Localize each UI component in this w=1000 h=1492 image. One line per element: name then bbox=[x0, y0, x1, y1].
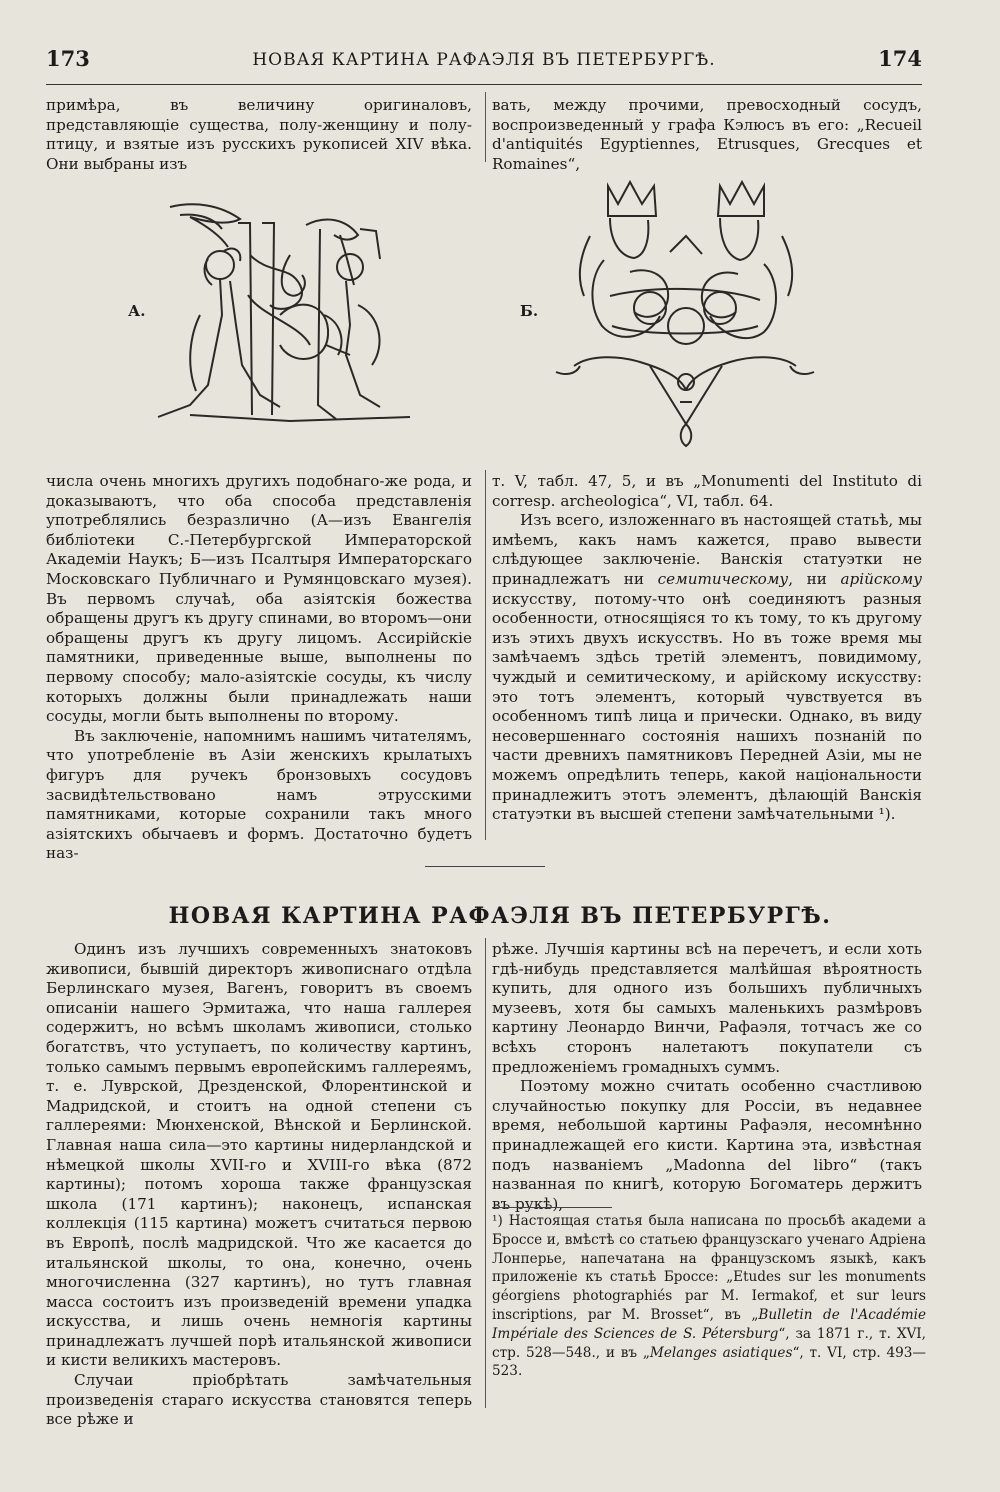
italic-aryan: арійскому bbox=[840, 569, 923, 588]
footnote-italic-bulletin: Bulletin de l'Académie Impériale des Sciences de S. Pétersburg bbox=[492, 1306, 926, 1342]
bottom-right-column bbox=[492, 940, 922, 1214]
section-separator bbox=[425, 866, 545, 867]
illuminated-initial-a bbox=[150, 195, 450, 435]
middle-right-paragraph-2 bbox=[492, 511, 922, 825]
footnote-rule bbox=[492, 1207, 612, 1208]
footnote-italic-melanges: Melanges asiatiques bbox=[649, 1344, 793, 1361]
footnote bbox=[492, 1212, 926, 1381]
figure-label-a: А. bbox=[128, 302, 146, 320]
page-number-left: 173 bbox=[46, 46, 90, 71]
top-left-column bbox=[46, 96, 472, 174]
footnote-reference[interactable]: ¹). bbox=[878, 805, 896, 824]
column-divider-bottom bbox=[485, 938, 486, 1408]
text-run: , ни bbox=[788, 569, 841, 588]
bottom-left-column bbox=[46, 940, 472, 1430]
top-left-paragraph: примѣра, въ величину оригиналовъ, представляющіе существа, полу-женщину и полу-птицу, и взятые изъ русскихъ рукописей XIV вѣка. Они выбраны изъ bbox=[46, 96, 472, 173]
column-divider-top bbox=[485, 92, 486, 162]
running-title: НОВАЯ КАРТИНА РАФАЭЛЯ ВЪ ПЕТЕРБУРГѢ. bbox=[252, 50, 716, 70]
middle-left-paragraph-1: числа очень многихъ другихъ подобнаго-же рода, и доказываютъ, что оба способа представленія употреблялись безразлично (А—изъ Евангелія библіотеки С.-Петербургской Императорской Академіи Наукъ; Б—изъ Псалтыря Императорскаго Московскаго Публичнаго и Румянцовскаго музея). Въ первомъ случаѣ, оба азіятскія божества обращены другъ къ другу спинами, во второмъ—они обращены другъ къ другу лицомъ. Ассирійскіе памятники, приведенные выше, выполнены по первому способу; мало-азіятскіе сосуды, къ числу которыхъ должны были принадлежать наши сосуды, могли быть выполнены по второму. bbox=[46, 472, 472, 726]
footnote-text: ¹) Настоящая статья была написана по просьбѣ академи а Броссе и, вмѣстѣ со статьею французскаго ученаго Адріена Лонперье, напечатана на французскомъ языкѣ, какъ приложеніе къ статьѣ Броссе: „Etudes sur les monuments géorgiens photographiés par M. Iermakof, et sur leurs inscriptions, par M. Brosset“, въ „ bbox=[492, 1213, 926, 1323]
article-title: НОВАЯ КАРТИНА РАФАЭЛЯ ВЪ ПЕТЕРБУРГѢ. bbox=[168, 903, 832, 929]
figure-label-b: Б. bbox=[520, 302, 539, 320]
page-number-right: 174 bbox=[878, 46, 922, 71]
middle-left-column bbox=[46, 472, 472, 864]
italic-semitic: семитическому bbox=[657, 569, 789, 588]
footnote-text: “, за 1871 г., т. XVI, стр. 528—548., и въ „ bbox=[492, 1325, 926, 1361]
bottom-left-paragraph-2: Случаи пріобрѣтать замѣчательныя произведенія стараго искусства становятся теперь все рѣже и bbox=[46, 1371, 472, 1429]
text-run: Изъ всего, изложеннаго въ настоящей статьѣ, мы имѣемъ, какъ намъ кажется, право вывести слѣдующее заключеніе. Ванскія статуэтки не принадлежатъ ни bbox=[492, 511, 922, 588]
top-right-paragraph: вать, между прочими, превосходный сосудъ, воспроизведенный у графа Кэлюсъ въ его: „Recueil d'antiquités Egyptiennes, Etrusques, Grecques et Romaines“, bbox=[492, 96, 922, 173]
middle-right-paragraph-1: т. V, табл. 47, 5, и въ „Monumenti del Instituto di corresp. archeologica“, VI, табл. 64. bbox=[492, 472, 922, 510]
running-header bbox=[46, 44, 922, 76]
footnote-text: “, т. VI, стр. 493—523. bbox=[492, 1344, 926, 1380]
middle-right-column bbox=[492, 472, 922, 825]
column-divider-middle bbox=[485, 470, 486, 840]
top-right-column bbox=[492, 96, 922, 174]
bottom-right-paragraph-1: рѣже. Лучшія картины всѣ на перечетъ, и если хоть гдѣ-нибудь представляется малѣйшая вѣроятность купить, для одного изъ большихъ публичныхъ музеевъ, хотя бы самыхъ маленькихъ размѣровъ картину Леонардо Винчи, Рафаэля, тотчасъ же со всѣхъ сторонъ налетаютъ покупатели съ предложеніемъ громадныхъ суммъ. bbox=[492, 940, 922, 1076]
bottom-left-paragraph-1: Одинъ изъ лучшихъ современныхъ знатоковъ живописи, бывшій директоръ живописнаго отдѣла Берлинскаго музея, Вагенъ, говоритъ въ своемъ описаніи нашего Эрмитажа, что наша галлерея содержитъ, но всѣмъ школамъ живописи, столько богатствъ, что уступаетъ, по количеству картинъ, только самымъ первымъ европейскимъ галлереямъ, т. е. Луврской, Дрезденской, Флорентинской и Мадридской, и стоитъ на одной степени съ галлереями: Мюнхенской, Вѣнской и Берлинской. Главная наша сила—это картины нидерландской и нѣмецкой школы XVII-го и XVIII-го вѣка (872 картины); потомъ хороша также французская школа (171 картинъ); наконецъ, испанская коллекція (115 картина) можетъ считаться первою въ Европѣ, послѣ мадридской. Что же касается до итальянской школы, то она, конечно, очень многочисленна (327 картинъ), но тутъ главная масса состоитъ изъ произведеній времени упадка искусства, и лишь очень немногія картины принадлежатъ лучшей порѣ итальянской живописи и кисти великихъ мастеровъ. bbox=[46, 940, 472, 1370]
bottom-right-paragraph-2: Поэтому можно считать особенно счастливою случайностью покупку для Россіи, въ недавнее время, небольшой картины Рафаэля, несомнѣнно принадлежащей его кисти. Картина эта, извѣстная подъ названіемъ „Madonna del libro“ (такъ названная по книгѣ, которую Богоматерь держитъ въ рукѣ), bbox=[492, 1077, 922, 1213]
text-run: искусству, потому-что онѣ соединяютъ разныя особенности, относящіяся то къ тому, то къ другому изъ этихъ двухъ искусствъ. Но въ тоже время мы замѣчаемъ здѣсь третій элементъ, повидимому, чуждый и семитическому, и арійскому искусству: это тотъ элементъ, который чувствуется въ особенномъ типѣ лица и прически. Однако, въ виду несовершеннаго состоянія нашихъ познаній по части древнихъ памятниковъ Передней Азіи, мы не можемъ опредѣлить теперь, какой національности принадлежитъ этотъ элементъ, дѣлающій Ванскія статуэтки въ высшей степени замѣчательными bbox=[492, 589, 922, 824]
header-rule bbox=[46, 84, 922, 85]
illuminated-initial-b bbox=[550, 176, 820, 450]
middle-left-paragraph-2: Въ заключеніе, напомнимъ нашимъ читателямъ, что употребленіе въ Азіи женскихъ крылатыхъ фигуръ для ручекъ бронзовыхъ сосудовъ засвидѣтельствовано намъ этрусскими памятниками, которые сохранили такъ много азіятскихъ обычаевъ и формъ. Достаточно будетъ наз- bbox=[46, 726, 472, 863]
